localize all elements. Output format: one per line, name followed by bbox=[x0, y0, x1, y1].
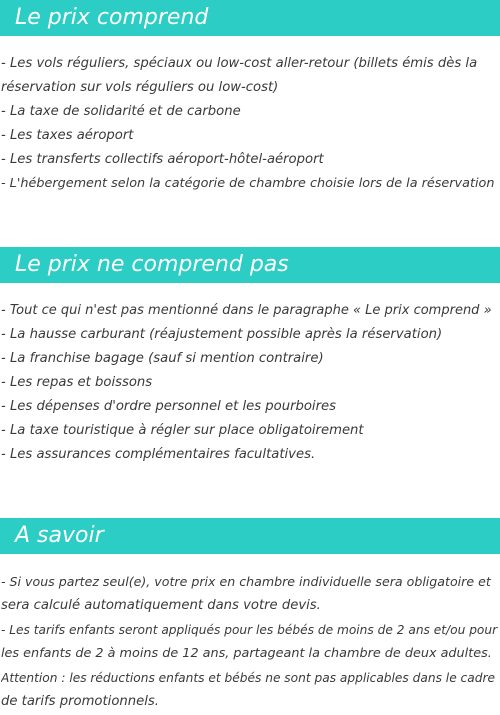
text-line: - La franchise bagage (sauf si mention contraire) bbox=[1, 351, 324, 366]
text-line: - L'hébergement selon la catégorie de chambre choisie lors de la réservation bbox=[1, 176, 495, 191]
text-line: de tarifs promotionnels. bbox=[1, 694, 159, 709]
text-line: - Les vols réguliers, spéciaux ou low-cost aller-retour (billets émis dès la bbox=[1, 56, 478, 71]
section-price-includes bbox=[0, 0, 500, 196]
text-line: réservation sur vols réguliers ou low-cost) bbox=[1, 80, 279, 95]
text-line: - Les tarifs enfants seront appliqués pour les bébés de moins de 2 ans et/ou pour bbox=[1, 623, 498, 637]
section-text bbox=[0, 299, 500, 467]
section-text bbox=[0, 570, 500, 714]
text-line: - La taxe touristique à régler sur place obligatoirement bbox=[1, 423, 364, 438]
text-line: sera calculé automatiquement dans votre devis. bbox=[1, 598, 321, 613]
text-line: - Les dépenses d'ordre personnel et les pourboires bbox=[1, 399, 337, 414]
text-line: - Les transferts collectifs aéroport-hôtel-aéroport bbox=[1, 152, 324, 167]
text-line: - La taxe de solidarité et de carbone bbox=[1, 104, 241, 119]
text-line: - Les taxes aéroport bbox=[1, 128, 134, 143]
text-line: Attention : les réductions enfants et bébés ne sont pas applicables dans le cadre bbox=[1, 671, 495, 685]
text-line: - La hausse carburant (réajustement possible après la réservation) bbox=[1, 327, 443, 342]
section-price-excludes bbox=[0, 247, 500, 467]
text-line: - Les repas et boissons bbox=[1, 375, 153, 390]
section-heading: Le prix ne comprend pas bbox=[0, 247, 500, 283]
section-heading: A savoir bbox=[0, 518, 500, 554]
text-line: - Si vous partez seul(e), votre prix en chambre individuelle sera obligatoire et bbox=[1, 574, 491, 589]
section-text bbox=[0, 52, 500, 196]
section-good-to-know bbox=[0, 518, 500, 714]
text-line: les enfants de 2 à moins de 12 ans, partageant la chambre de deux adultes. bbox=[1, 646, 492, 661]
section-heading: Le prix comprend bbox=[0, 0, 500, 36]
text-line: - Les assurances complémentaires facultatives. bbox=[1, 447, 316, 462]
text-line: - Tout ce qui n'est pas mentionné dans le paragraphe « Le prix comprend » bbox=[1, 303, 492, 318]
